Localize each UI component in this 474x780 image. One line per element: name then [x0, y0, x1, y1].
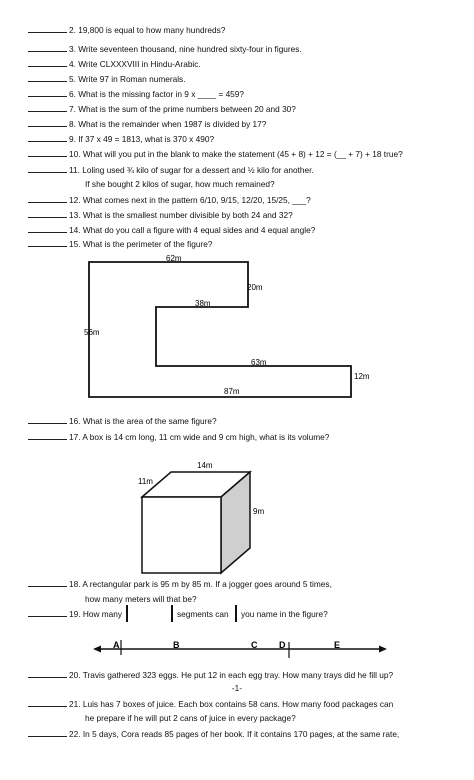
question-text: 9. If 37 x 49 = 1813, what is 370 x 490?: [69, 134, 215, 144]
question-18-continuation: how many meters will that be?: [85, 594, 197, 604]
question-11-continuation: If she bought 2 kilos of sugar, how much remained?: [85, 179, 275, 189]
box-length-label: 14m: [197, 461, 213, 470]
label-left: 56m: [84, 328, 100, 337]
page-number: -1-: [231, 683, 243, 693]
question-text: 10. What will you put in the blank to make the statement (45 + 8) + 12 = (__ + 7) + 18 true?: [69, 149, 403, 159]
right-arrowhead: [379, 646, 387, 653]
question-text: 2. 19,800 is equal to how many hundreds?: [69, 25, 226, 35]
label-inner-bottom: 63m: [251, 358, 267, 367]
point-c-label: C: [251, 640, 258, 650]
label-bottom-right: 12m: [354, 372, 370, 381]
question-text: 14. What do you call a figure with 4 equal sides and 4 equal angle?: [69, 225, 316, 235]
question-text: 11. Loling used ¾ kilo of sugar for a dessert and ½ kilo for another.: [69, 165, 314, 175]
question-text: 7. What is the sum of the prime numbers between 20 and 30?: [69, 104, 296, 114]
question-text: 12. What comes next in the pattern 6/10, 9/15, 12/20, 15/25, ___?: [69, 195, 311, 205]
question-20: [28, 668, 393, 682]
question-text: 18. A rectangular park is 95 m by 85 m. If a jogger goes around 5 times,: [69, 579, 332, 589]
answer-blank[interactable]: [28, 698, 67, 707]
question-text: 8. What is the remainder when 1987 is divided by 17?: [69, 119, 267, 129]
question-22: [28, 727, 399, 741]
point-b-label: B: [173, 640, 180, 650]
question-text-part: you name in the figure?: [241, 609, 328, 619]
label-inner-top: 38m: [195, 299, 211, 308]
point-d-label: D: [279, 640, 286, 650]
question-text: 4. Write CLXXXVIII in Hindu-Arabic.: [69, 59, 201, 69]
question-text: 6. What is the missing factor in 9 x ____ = 459?: [69, 89, 245, 99]
question-text: 13. What is the smallest number divisible by both 24 and 32?: [69, 210, 293, 220]
question-21: [28, 697, 393, 711]
answer-blank[interactable]: [28, 669, 67, 678]
question-text: 3. Write seventeen thousand, nine hundred sixty-four in figures.: [69, 44, 302, 54]
question-text: 20. Travis gathered 323 eggs. He put 12 in each egg tray. How many trays did he fill up?: [69, 670, 394, 680]
label-bottom: 87m: [224, 387, 240, 396]
answer-blank[interactable]: [28, 728, 67, 737]
question-21-continuation: he prepare if he will put 2 cans of juice in every package?: [85, 713, 296, 723]
box-height-label: 9m: [253, 507, 265, 516]
box-width-label: 11m: [138, 477, 153, 486]
question-text: 15. What is the perimeter of the figure?: [69, 239, 213, 249]
point-e-label: E: [334, 640, 341, 650]
question-text-part: segments can: [177, 609, 229, 619]
question-text: 22. In 5 days, Cora reads 85 pages of her book. If it contains 170 pages, at the same rate,: [69, 729, 400, 739]
question-text: 21. Luis has 7 boxes of juice. Each box contains 58 cans. How many food packages can: [69, 699, 394, 709]
label-inner-right: 20m: [247, 283, 263, 292]
label-top: 62m: [166, 254, 182, 263]
left-arrowhead: [93, 646, 101, 653]
question-text-part: 19. How many: [69, 609, 123, 619]
question-text: 16. What is the area of the same figure?: [69, 416, 217, 426]
question-text: 5. Write 97 in Roman numerals.: [69, 74, 186, 84]
question-text: 17. A box is 14 cm long, 11 cm wide and 9 cm high, what is its volume?: [69, 432, 330, 442]
point-a-label: A: [113, 640, 120, 650]
